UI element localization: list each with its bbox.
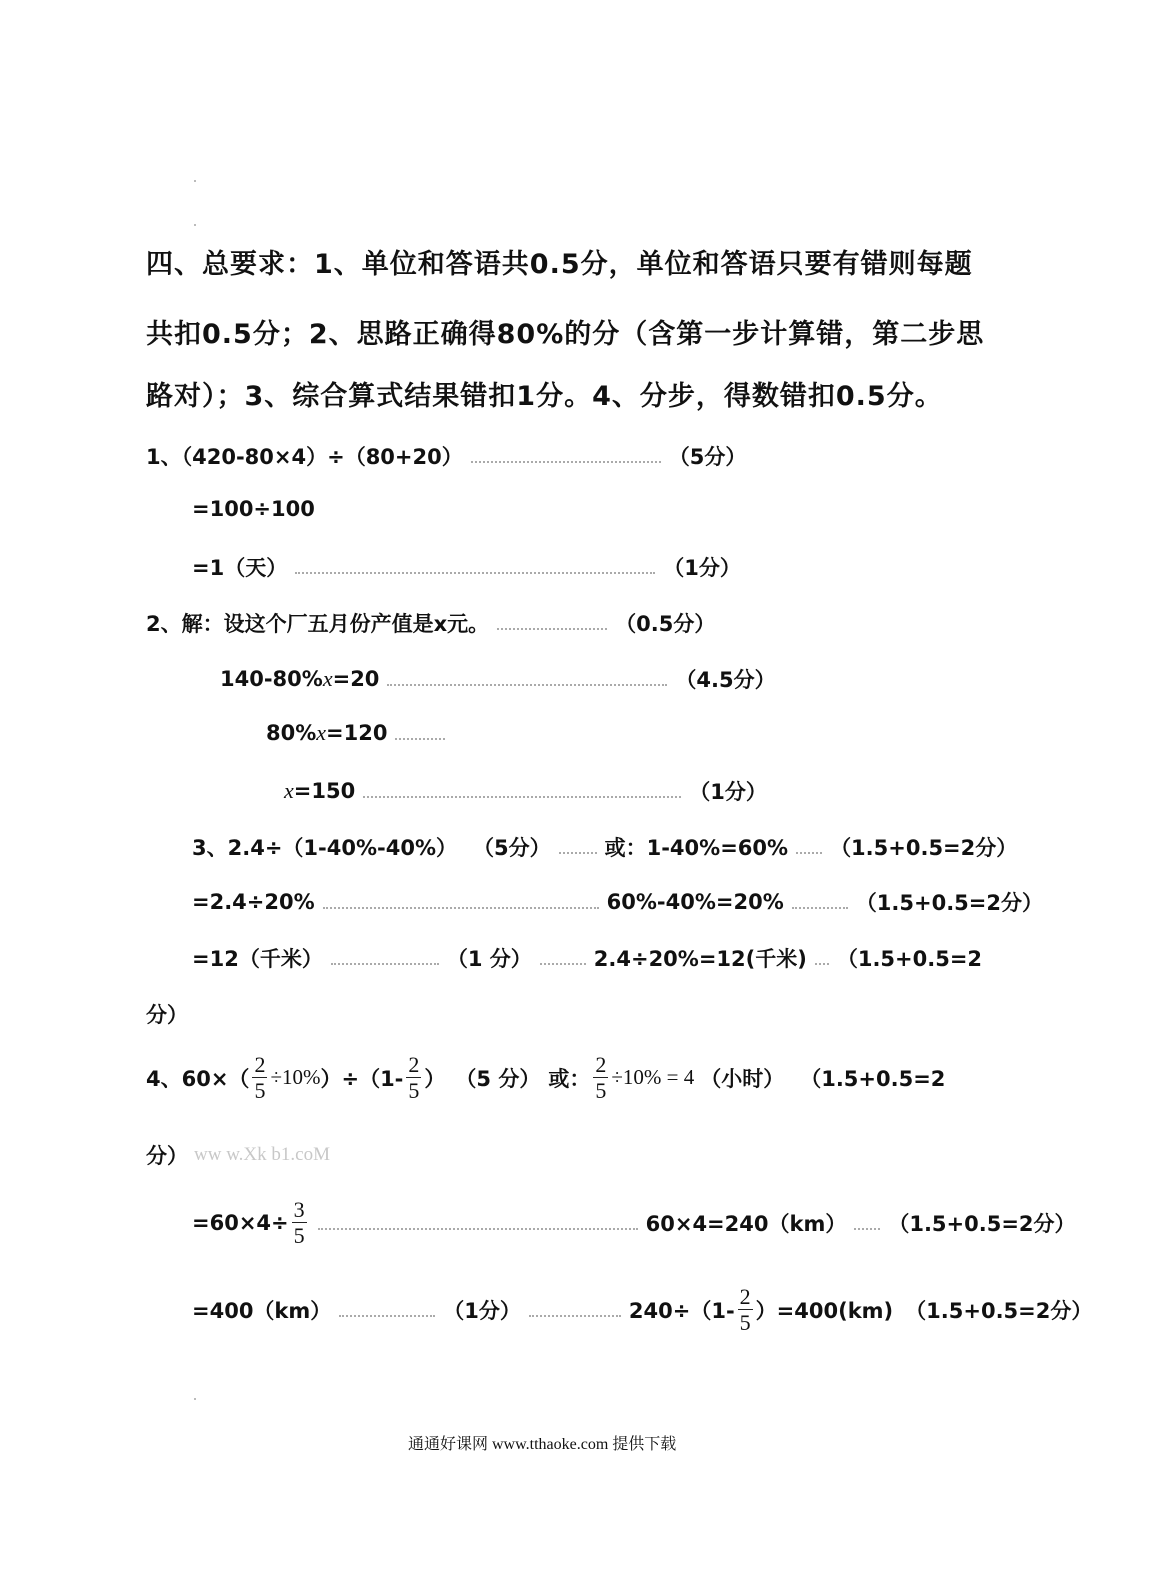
q4-alt-label: 或： — [548, 1066, 591, 1091]
dot-leader — [796, 852, 822, 854]
q4-step2-score: （1分） — [443, 1298, 521, 1323]
q1-step2-score: （1分） — [663, 556, 741, 580]
q4-alt-score-continued: 分） — [146, 1144, 188, 1168]
scan-speck — [194, 180, 196, 182]
q1-step2: =1（天） — [192, 556, 288, 580]
q4-alt-unit: （小时） — [700, 1066, 785, 1091]
q4-alt-score-2: （1.5+0.5=2分） — [888, 1211, 1076, 1236]
q4-line1 — [146, 1053, 945, 1102]
footer-credit: 通通好课网 www.tthaoke.com 提供下载 — [408, 1436, 677, 1453]
dot-leader — [323, 907, 599, 909]
dot-leader — [295, 572, 655, 574]
dot-leader — [395, 738, 445, 740]
fraction-numerator: 2 — [595, 1052, 607, 1077]
dot-leader — [559, 852, 597, 854]
header-line-1: 四、总要求：1、单位和答语共0.5分，单位和答语只要有错则每题 — [146, 249, 973, 280]
fraction-numerator: 3 — [293, 1197, 305, 1222]
q2-eq3-right: =150 — [293, 779, 356, 803]
q3-alt-3: 2.4÷20%=12(千米) — [593, 947, 807, 971]
q3-line1 — [192, 832, 1017, 862]
q4-step2: =400（km） — [192, 1298, 332, 1323]
q4-close: ） — [424, 1066, 446, 1091]
q4-alt-score: （1.5+0.5=2 — [800, 1066, 946, 1091]
fraction-numerator: 2 — [739, 1284, 751, 1309]
fraction-denominator: 5 — [293, 1223, 305, 1249]
q4-fraction-3 — [593, 1053, 608, 1102]
q3-alt-score-3-continued: 分） — [146, 1003, 188, 1027]
q2-eq1-line — [220, 664, 776, 694]
fraction-denominator: 5 — [595, 1078, 607, 1104]
q4-fraction-1 — [252, 1053, 267, 1102]
q3-alt-score-3: （1.5+0.5=2 — [836, 947, 983, 971]
dot-leader — [815, 963, 829, 965]
q4-alt-3a: 240÷（1- — [628, 1298, 735, 1323]
q2-eq3-line — [284, 776, 767, 806]
header-line-2: 共扣0.5分；2、思路正确得80%的分（含第一步计算错，第二步思 — [146, 319, 985, 350]
q4-score: （5 分） — [455, 1066, 541, 1091]
fraction-numerator: 2 — [254, 1052, 266, 1077]
q2-eq2-variable: x — [316, 720, 327, 745]
dot-leader — [497, 628, 607, 630]
q4-alt-tail: ÷10% = 4 — [611, 1065, 695, 1090]
dot-leader — [363, 796, 681, 798]
dot-leader — [387, 684, 667, 686]
q3-line3 — [192, 943, 982, 973]
q2-intro-score: （0.5分） — [615, 612, 716, 636]
q4-fraction-4 — [292, 1198, 307, 1247]
q3-alt-score-2: （1.5+0.5=2分） — [855, 891, 1043, 915]
fraction-denominator: 5 — [254, 1078, 266, 1104]
fraction-denominator: 5 — [408, 1078, 420, 1104]
q3-step2-score: （1 分） — [446, 947, 532, 971]
q2-eq2-line — [266, 720, 453, 746]
q2-eq2-right: =120 — [326, 721, 388, 745]
scan-speck — [194, 1398, 196, 1400]
q4-line3 — [192, 1198, 1076, 1247]
watermark-text: ww w.Xk b1.coM — [194, 1144, 330, 1165]
q3-line2 — [192, 887, 1043, 917]
dot-leader — [854, 1228, 880, 1230]
dot-leader — [792, 907, 848, 909]
scan-speck — [194, 224, 196, 226]
q1-step2-line — [192, 552, 741, 582]
q3-step1: =2.4÷20% — [192, 890, 315, 914]
dot-leader — [318, 1228, 638, 1230]
q4-alt-2: 60×4=240（km） — [645, 1211, 847, 1236]
q4-line4 — [192, 1285, 1092, 1334]
q3-step2: =12（千米） — [192, 947, 323, 971]
q1-step1: =100÷100 — [192, 497, 315, 521]
q3-alt-1: 或：1-40%=60% — [604, 836, 789, 860]
q3-alt-score-1: （1.5+0.5=2分） — [830, 836, 1018, 860]
dot-leader — [339, 1315, 435, 1317]
q3-expression: 3、2.4÷（1-40%-40%） — [192, 836, 457, 860]
q4-divide-percent: ÷10% — [270, 1065, 321, 1090]
q2-eq1-score: （4.5分） — [675, 668, 776, 692]
fraction-numerator: 2 — [408, 1052, 420, 1077]
fraction-denominator: 5 — [739, 1310, 751, 1336]
q4-fraction-2 — [406, 1053, 421, 1102]
q2-eq1-left: 140-80% — [220, 667, 323, 691]
header-line-3: 路对）；3、综合算式结果错扣1分。4、分步，得数错扣0.5分。 — [146, 381, 943, 412]
q1-line — [146, 441, 746, 471]
q2-eq2-left: 80% — [266, 721, 317, 745]
q2-eq1-right: =20 — [332, 667, 380, 691]
q4-alt-score-3: （1.5+0.5=2分） — [905, 1298, 1093, 1323]
q4-mid: ）÷（1- — [320, 1066, 404, 1091]
q4-prefix: 4、60×（ — [146, 1066, 250, 1091]
q2-eq3-variable: x — [284, 778, 294, 803]
dot-leader — [529, 1315, 621, 1317]
q4-line2 — [146, 1140, 330, 1170]
q2-intro: 2、解：设这个厂五月份产值是x元。 — [146, 612, 490, 636]
q4-alt-3b: ）=400(km) — [755, 1298, 894, 1323]
dot-leader — [331, 963, 439, 965]
q1-expression: 1、（420-80×4）÷（80+20） — [146, 445, 463, 469]
q4-step1: =60×4÷ — [192, 1210, 289, 1235]
q2-intro-line — [146, 608, 715, 638]
dot-leader — [540, 963, 586, 965]
q2-eq1-variable: x — [322, 666, 333, 691]
dot-leader — [471, 461, 661, 463]
q2-eq3-score: （1分） — [689, 780, 767, 804]
q3-score: （5分） — [472, 836, 551, 860]
q4-fraction-5 — [738, 1285, 753, 1334]
q1-score: （5分） — [668, 445, 747, 469]
q3-alt-2: 60%-40%=20% — [606, 890, 784, 914]
